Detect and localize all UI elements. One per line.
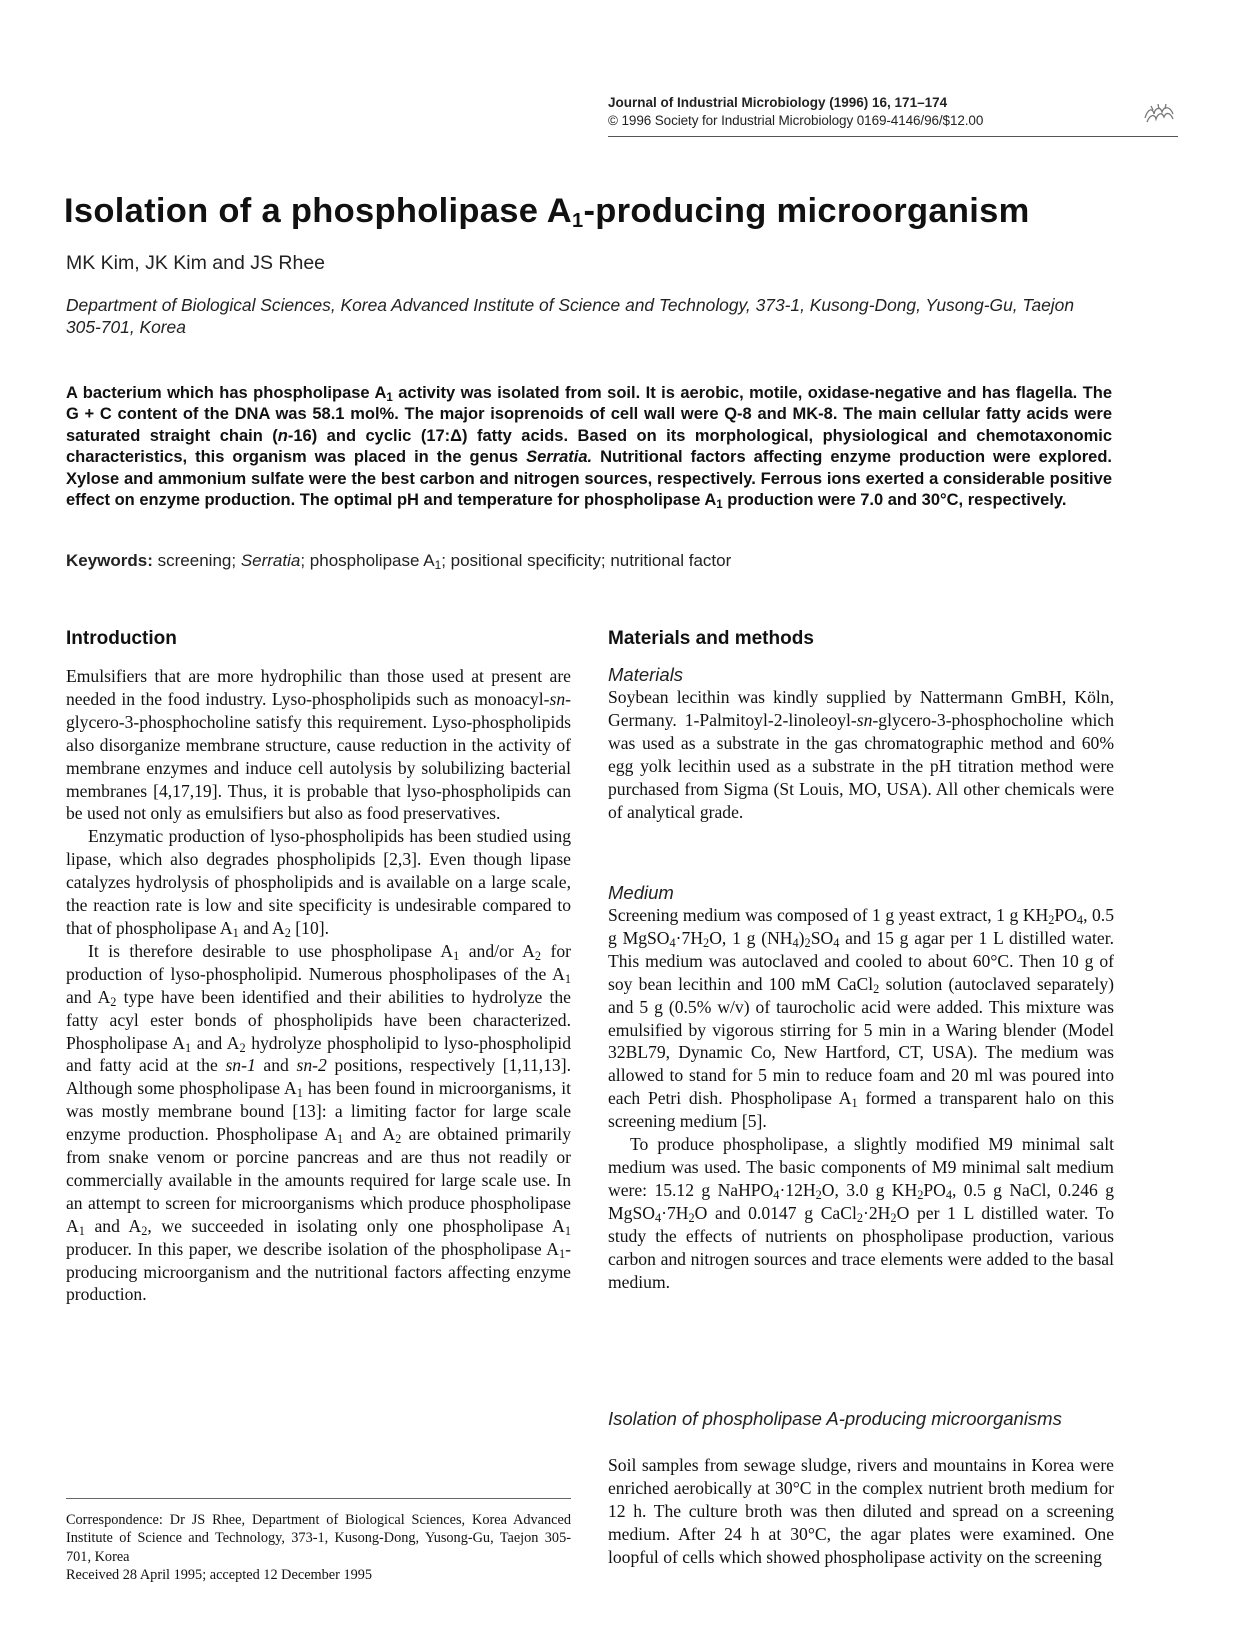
introduction-body — [66, 665, 571, 1306]
medium-body — [608, 904, 1114, 1293]
isolation-body: Soil samples from sewage sludge, rivers and mountains in Korea were enriched aerobically at 30°C in the complex nutrient broth medium for 12 h. The culture broth was then diluted and spread on a screening medium. After 24 h at 30°C, the agar plates were examined. One loopful of cells which showed phospholipase activity on the screening — [608, 1455, 1114, 1567]
correspondence-footnote — [66, 1511, 571, 1584]
materials-subheading: Materials — [608, 664, 684, 685]
header-rule — [608, 136, 1178, 137]
methods-heading: Materials and methods — [608, 628, 814, 649]
received-dates: Received 28 April 1995; accepted 12 December 1995 — [66, 1566, 373, 1583]
correspondence-address: Correspondence: Dr JS Rhee, Department of Biological Sciences, Korea Advanced Institute of Science and Technology, 373-1, Kusong-Dong, Yusong-Gu, Taejon 305-701, Korea — [66, 1512, 571, 1565]
isolation-subheading: Isolation of phospholipase A-producing microorganisms — [608, 1408, 1062, 1429]
journal-copyright: © 1996 Society for Industrial Microbiology 0169-4146/96/$12.00 — [608, 113, 984, 128]
footnote-rule — [66, 1498, 571, 1499]
intro-paragraph-1: Emulsifiers that are more hydrophilic than those used at present are needed in the food industry. Lyso-phospholipids such as monoacyl-sn-glycero-3-phosphocholine satisfy this requirement. Lyso-phospholipids also disorganize membrane structure, cause reduction in the activity of membrane enzymes and induce cell autolysis by solubilizing bacterial membranes [4,17,19]. Thus, it is probable that lyso-phospholipids can be used not only as emulsifiers but also as food preservatives. — [66, 666, 571, 824]
affiliation: Department of Biological Sciences, Korea Advanced Institute of Science and Technology, 373-1, Kusong-Dong, Yusong-Gu, Taejon 305-701, Korea — [66, 295, 1074, 337]
intro-paragraph-2: Enzymatic production of lyso-phospholipids has been studied using lipase, which also degrades phospholipids [2,3]. Even though lipase catalyzes hydrolysis of phospholipids and is available on a large scale, the reaction rate is low and site specificity is undesirable compared to that of phospholipase $A_1$ and $A_2$ [10]. — [66, 826, 571, 941]
authors: MK Kim, JK Kim and JS Rhee — [66, 252, 326, 274]
article-title: Isolation of a phospholipase $A_1$-producing microorganism — [64, 192, 1030, 232]
intro-paragraph-3: It is therefore desirable to use phospholipase $A_1$ and/or $A_2$ for production of lyso-phospholipid. Numerous phospholipases of the $A_1$ and $A_2$ type have been identified and their abilities to hydrolyze the fatty acyl ester bonds of phospholipids have been characterized. Phospholipase $A_1$ and $A_2$ hydrolyze phospholipid to lyso-phospholipid and fatty acid at the sn-1 and sn-2 positions, respectively [1,11,13]. Although some phospholipase $A_1$ has been found in microorganisms, it was mostly membrane bound [13]: a limiting factor for large scale enzyme production. Phospholipase $A_1$ and $A_2$ are obtained primarily from snake venom or porcine pancreas and are thus not readily or commercially available in the amounts required for large scale use. In an attempt to screen for microorganisms which produce phospholipase $A_1$ and $A_2$, we succeeded in isolating only one phospholipase $A_1$ producer. In this paper, we describe isolation of the phospholipase $A_1$-producing microorganism and the nutritional factors affecting enzyme production. — [66, 940, 571, 1305]
keywords: Keywords: screening; Serratia; phospholipase $A_1$; positional specificity; nutritional factor — [66, 551, 732, 572]
journal-citation: Journal of Industrial Microbiology (1996) 16, 171–174 — [608, 95, 948, 110]
medium-subheading: Medium — [608, 882, 674, 903]
medium-paragraph-2: To produce phospholipase, a slightly modified M9 minimal salt medium was used. The basic components of M9 minimal salt medium were: 15.12 g $NaHPO_4\cdot 12H_2O$, 3.0 g $KH_2PO_4$, 0.5 g NaCl, 0.246 g $MgSO_4\cdot 7H_2O$ and 0.0147 g $CaCl_2\cdot 2H_2O$ per 1 L distilled water. To study the effects of nutrients on phospholipase production, various carbon and nitrogen sources and trace elements were added to the basal medium. — [608, 1134, 1115, 1292]
journal-header — [608, 94, 983, 130]
keywords-label: Keywords: — [66, 551, 153, 570]
medium-paragraph-1: Screening medium was composed of 1 g yeast extract, 1 g $KH_2PO_4$, 0.5 g $MgSO_4\cdot 7H_2O$, 1 g $(NH_4)_2SO_4$ and 15 g agar per 1 L distilled water. This medium was autoclaved and cooled to about 60°C. Then 10 g of soy bean lecithin and 100 mM CaCl$_2$ solution (autoclaved separately) and 5 g (0.5% w/v) of taurocholic acid were added. This mixture was emulsified by vigorous stirring for 5 min in a Waring blender (Model 32BL79, Dynamic Co, New Hartford, CT, USA). The medium was allowed to stand for 5 min to reduce foam and 20 ml was poured into each Petri dish. Phospholipase $A_1$ formed a transparent halo on this screening medium [5]. — [608, 905, 1114, 1132]
materials-body: Soybean lecithin was kindly supplied by Nattermann GmBH, Köln, Germany. 1-Palmitoyl-2-linoleoyl-sn-glycero-3-phosphocholine which was used as a substrate in the gas chromatographic method and 60% egg yolk lecithin used as a substrate in the pH titration method were purchased from Sigma (St Louis, MO, USA). All other chemicals were of analytical grade. — [608, 687, 1114, 822]
society-logo-icon — [1142, 100, 1176, 126]
abstract: A bacterium which has phospholipase $A_1$ activity was isolated from soil. It is aerobic, motile, oxidase-negative and has flagella. The G + C content of the DNA was 58.1 mol%. The major isoprenoids of cell wall were Q-8 and MK-8. The main cellular fatty acids were saturated straight chain (n-16) and cyclic (17:Δ) fatty acids. Based on its morphological, physiological and chemotaxonomic characteristics, this organism was placed in the genus Serratia. Nutritional factors affecting enzyme production were explored. Xylose and ammonium sulfate were the best carbon and nitrogen sources, respectively. Ferrous ions exerted a considerable positive effect on enzyme production. The optimal pH and temperature for phospholipase $A_1$ production were 7.0 and 30°C, respectively. — [66, 384, 1113, 511]
introduction-heading: Introduction — [66, 628, 177, 649]
